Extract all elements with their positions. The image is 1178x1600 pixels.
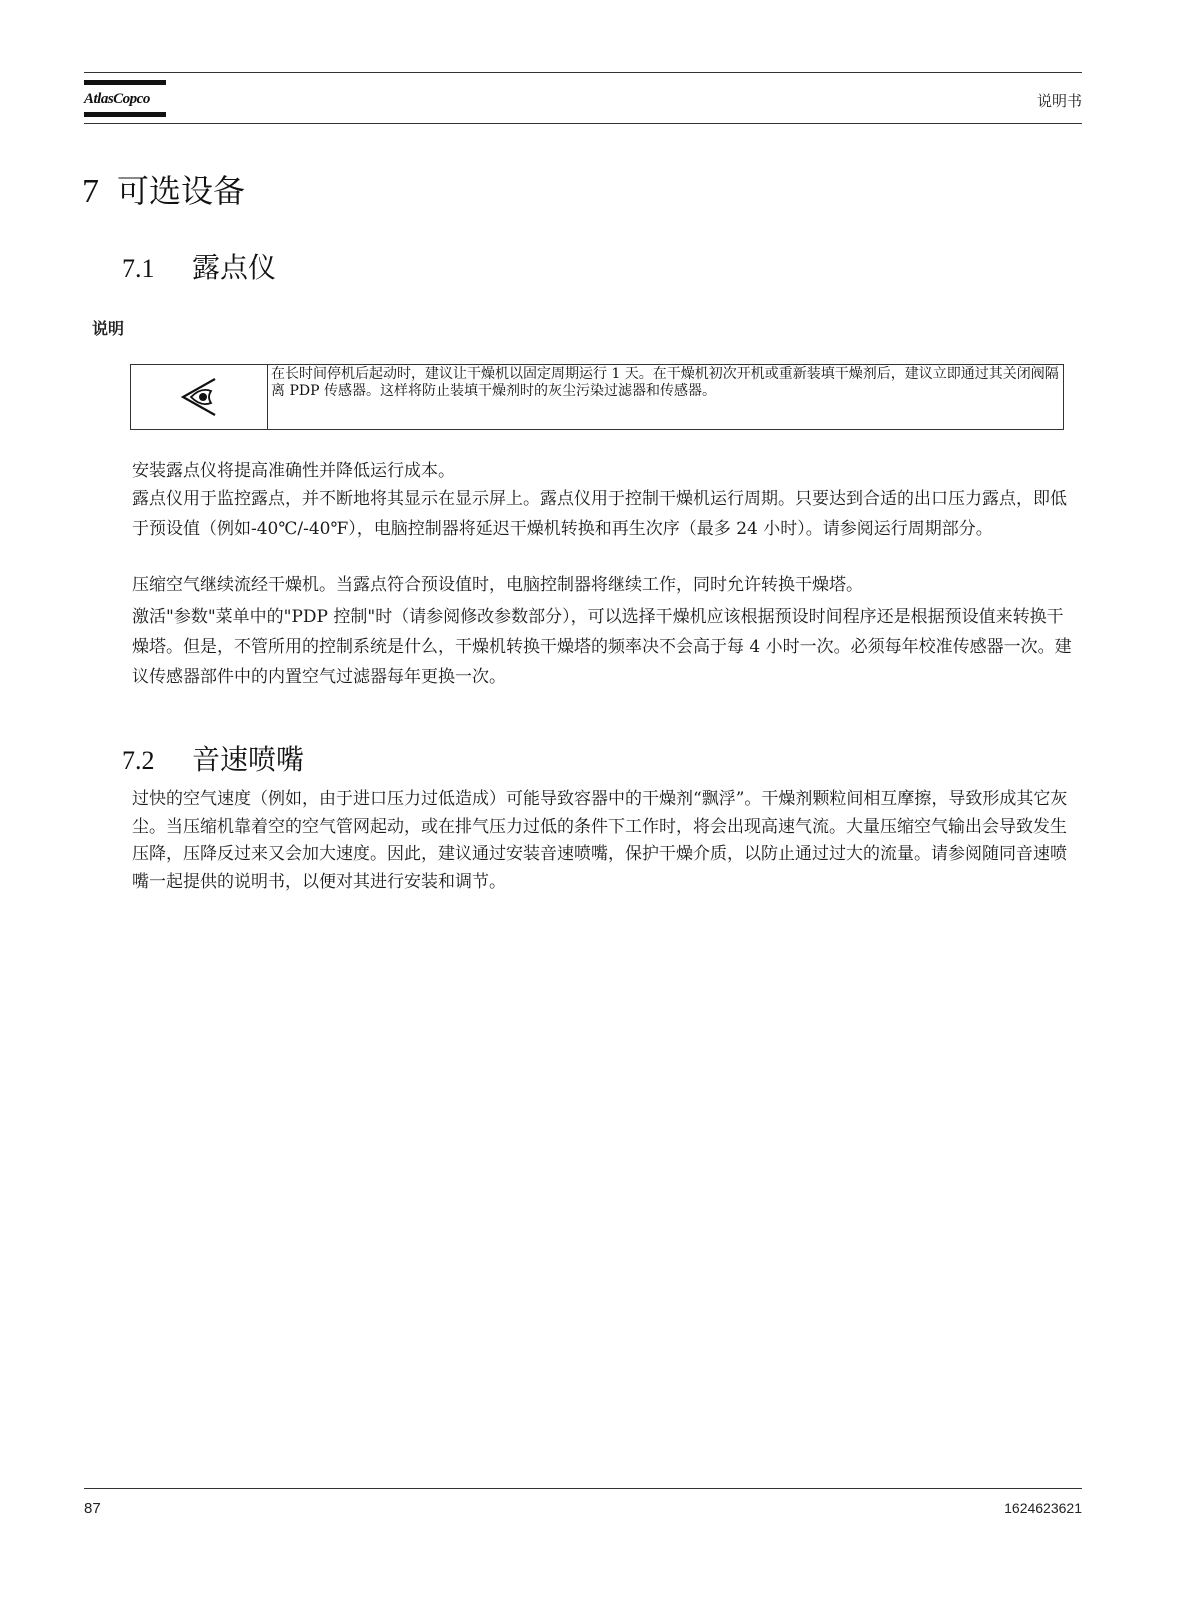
- paragraph: 过快的空气速度（例如，由于进口压力过低造成）可能导致容器中的干燥剂“飘浮”。干燥剂颗粒间相互摩擦，导致形成其它灰尘。当压缩机靠着空的空气管网起动，或在排气压力过低的条件下工作时，将会出现高速气流。大量压缩空气输出会导致发生压降，压降反过来又会加大速度。因此，建议通过安装音速喷嘴，保护干燥介质，以防止通过过大的流量。请参阅随同音速喷嘴一起提供的说明书，以便对其进行安装和调节。: [132, 789, 1068, 892]
- section-heading-7-1: [122, 246, 276, 286]
- logo-bar-top: [84, 80, 166, 85]
- note-box: [130, 364, 1064, 430]
- header-rule-top: [84, 72, 1082, 73]
- section-title: 露点仪: [192, 251, 277, 284]
- section-heading-7-2: [122, 738, 304, 778]
- chapter-title: 可选设备: [117, 172, 246, 210]
- chapter-number: 7: [82, 173, 99, 210]
- note-text: 在长时间停机后起动时，建议让干燥机以固定周期运行 1 天。在干燥机初次开机或重新装填干燥剂后，建议立即通过其关闭阀隔离 PDP 传感器。这样将防止装填干燥剂时的灰尘污染过滤器和传感器。: [271, 366, 1059, 399]
- logo-text: AtlasCopco: [84, 91, 150, 107]
- paragraph: 激活"参数"菜单中的"PDP 控制"时（请参阅修改参数部分），可以选择干燥机应该根据预设时间程序还是根据预设值来转换干燥塔。但是，不管所用的控制系统是什么，干燥机转换干燥塔的频率决不会高于每 4 小时一次。必须每年校准传感器一次。建议传感器部件中的内置空气过滤器每年更换一次。: [132, 607, 1072, 687]
- footer-rule: [84, 1488, 1082, 1489]
- page-number: 87: [84, 1500, 101, 1517]
- paragraph: 安装露点仪将提高准确性并降低运行成本。: [132, 461, 455, 481]
- section-number: 7.2: [122, 746, 155, 775]
- chapter-heading: [82, 166, 245, 212]
- atlas-copco-logo: [84, 80, 166, 118]
- header-rule-bottom: [84, 123, 1082, 124]
- paragraph: 露点仪用于监控露点，并不断地将其显示在显示屏上。露点仪用于控制干燥机运行周期。只要达到合适的出口压力露点，即低于预设值（例如-40℃/-40℉），电脑控制器将延迟干燥机转换和再生次序（最多 24 小时）。请参阅运行周期部分。: [132, 489, 1067, 539]
- note-icon-cell: [131, 365, 268, 429]
- section-number: 7.1: [122, 254, 155, 283]
- logo-bar-bottom: [84, 112, 166, 117]
- section-title: 音速喷嘴: [192, 743, 305, 776]
- sub-label-description: 说明: [92, 319, 125, 338]
- document-type: 说明书: [1036, 92, 1082, 110]
- eye-caution-icon: [175, 375, 223, 419]
- paragraph: 压缩空气继续流经干燥机。当露点符合预设值时，电脑控制器将继续工作，同时允许转换干燥塔。: [132, 575, 863, 595]
- document-number: 1624623621: [1004, 1500, 1082, 1516]
